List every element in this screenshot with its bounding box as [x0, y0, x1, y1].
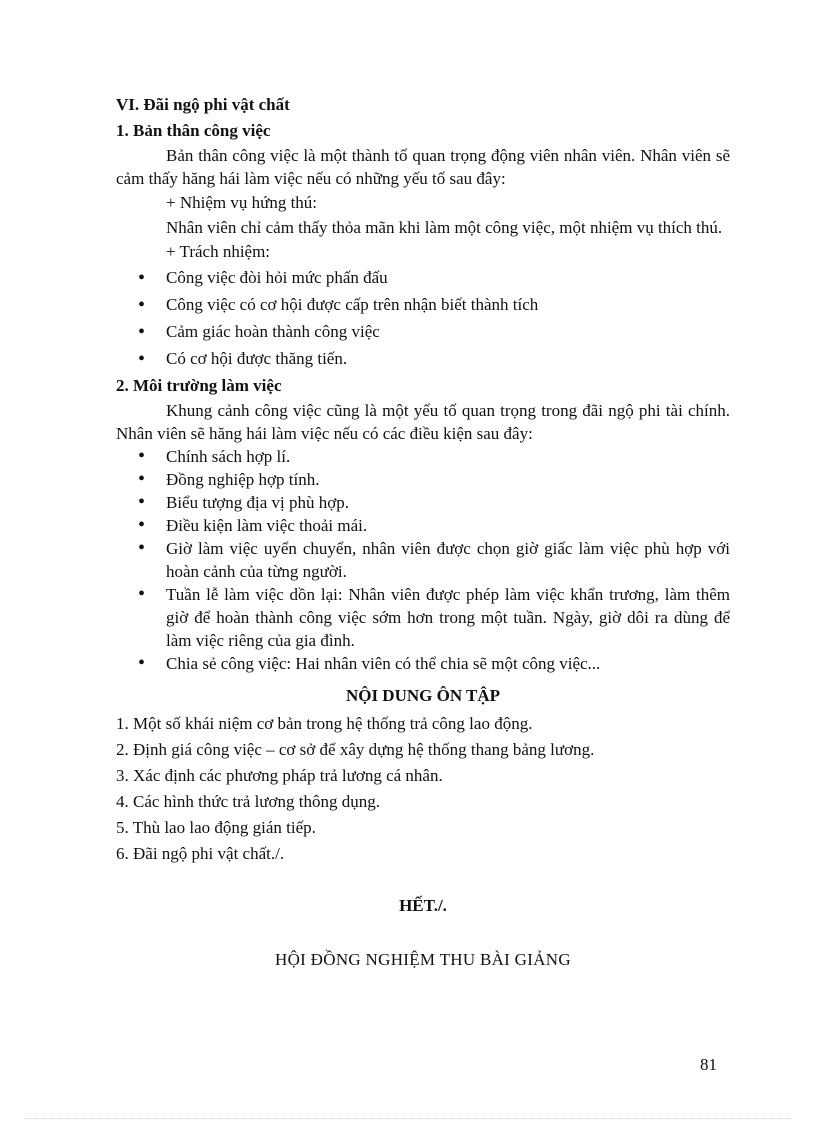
footer-divider — [24, 1118, 792, 1119]
review-item: 6. Đãi ngộ phi vật chất./. — [116, 844, 285, 863]
end-marker: HẾT./. — [399, 896, 447, 915]
subsection-1-intro: Bản thân công việc là một thành tố quan trọng động viên nhân viên. Nhân viên sẽ cảm thấy hăng hái làm việc nếu có những yếu tố sau đây: — [116, 146, 730, 188]
list-item: • Chính sách hợp lí. — [116, 445, 730, 468]
document-page — [116, 92, 730, 990]
review-item: 5. Thù lao lao động gián tiếp. — [116, 818, 316, 837]
list-item: • Giờ làm việc uyển chuyển, nhân viên được chọn giờ giấc làm việc phù hợp với hoàn cảnh của từng người. — [116, 537, 730, 583]
list-item: • Có cơ hội được thăng tiến. — [116, 346, 730, 372]
subsection-title-1: 1. Bản thân công việc — [116, 121, 271, 140]
list-item: • Điều kiện làm việc thoải mái. — [116, 514, 730, 537]
council-heading: HỘI ĐỒNG NGHIỆM THU BÀI GIẢNG — [275, 950, 571, 969]
list-item: • Tuần lễ làm việc dồn lại: Nhân viên được phép làm việc khẩn trương, làm thêm giờ để hoàn thành công việc sớm hơn trong một tuần. Ngày, giờ dôi ra dùng để làm việc riêng của gia đình. — [116, 583, 730, 652]
item-1-text: Nhân viên chỉ cảm thấy thỏa mãn khi làm một công việc, một nhiệm vụ thích thú. — [166, 218, 723, 237]
review-item: 2. Định giá công việc – cơ sở để xây dựng hệ thống thang bảng lương. — [116, 740, 595, 759]
review-item: 3. Xác định các phương pháp trả lương cá nhân. — [116, 766, 443, 785]
work-environment-list — [116, 445, 730, 675]
item-1-label: + Nhiệm vụ hứng thú: — [166, 193, 318, 212]
item-2-label: + Trách nhiệm: — [166, 242, 271, 261]
review-item: 1. Một số khái niệm cơ bản trong hệ thống trả công lao động. — [116, 714, 533, 733]
review-item: 4. Các hình thức trả lương thông dụng. — [116, 792, 380, 811]
review-title: NỘI DUNG ÔN TẬP — [345, 686, 501, 705]
list-item: • Chia sẻ công việc: Hai nhân viên có thể chia sẽ một công việc... — [116, 652, 730, 675]
responsibility-list — [116, 265, 730, 372]
list-item: • Công việc đòi hỏi mức phấn đấu — [116, 265, 730, 291]
list-item: • Biểu tượng địa vị phù hợp. — [116, 491, 730, 514]
list-item: • Đồng nghiệp hợp tính. — [116, 468, 730, 491]
section-title: VI. Đãi ngộ phi vật chất — [116, 95, 290, 114]
subsection-title-2: 2. Môi trường làm việc — [116, 376, 282, 395]
list-item: • Cảm giác hoàn thành công việc — [116, 319, 730, 345]
page-number: 81 — [700, 1055, 717, 1074]
subsection-2-intro: Khung cảnh công việc cũng là một yếu tố quan trọng trong đãi ngộ phi tài chính. Nhân viên sẽ hăng hái làm việc nếu có các điều kiện sau đây: — [116, 401, 730, 443]
list-item: • Công việc có cơ hội được cấp trên nhận biết thành tích — [116, 292, 730, 318]
review-list — [116, 711, 730, 867]
